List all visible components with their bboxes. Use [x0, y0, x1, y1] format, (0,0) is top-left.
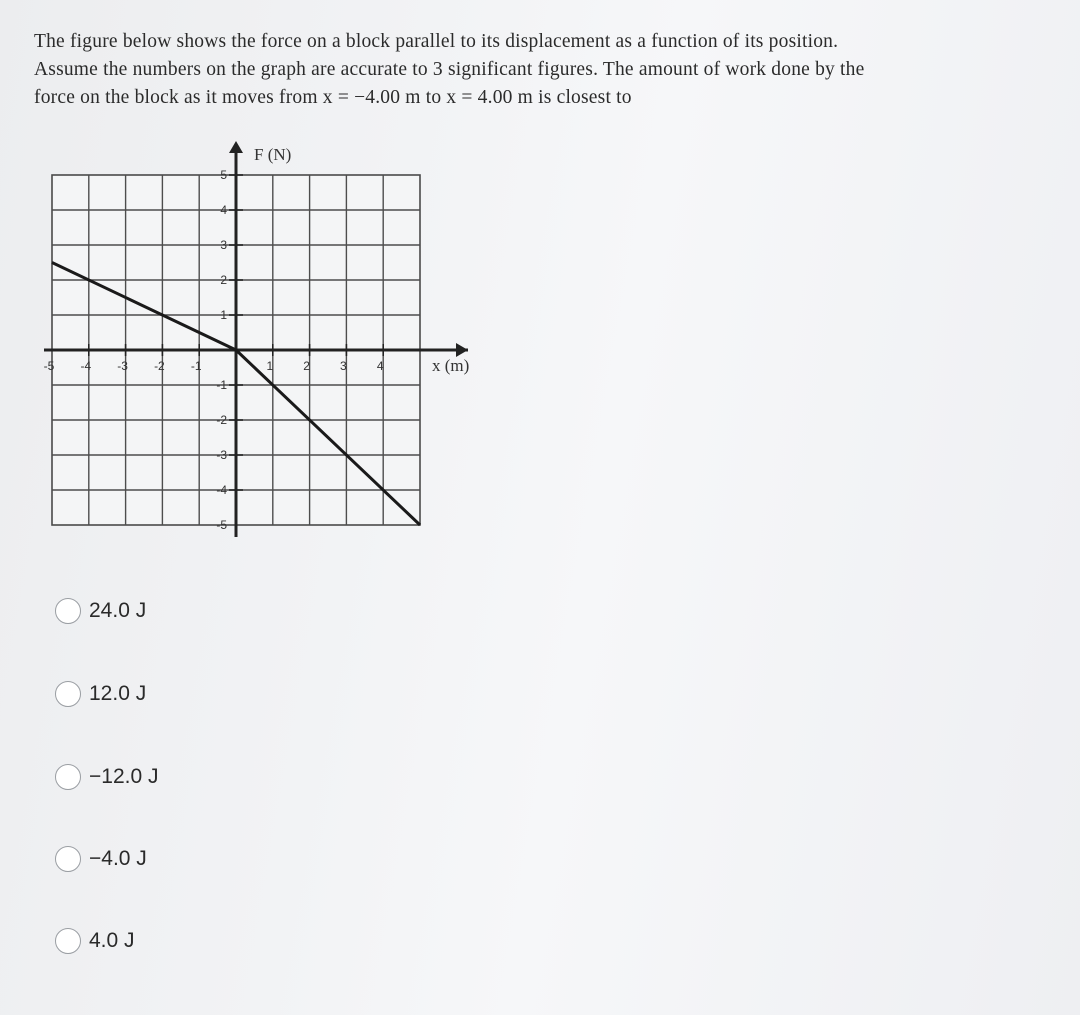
option-negative-4-joules[interactable] [55, 846, 147, 872]
y-tick-label: 3 [220, 238, 227, 252]
option-label: −12.0 J [89, 765, 159, 788]
x-axis-label: x (m) [432, 356, 470, 375]
option-negative-12-joules[interactable] [55, 764, 158, 790]
radio-button[interactable] [55, 846, 81, 872]
x-tick-label: -3 [117, 359, 128, 373]
option-4-joules[interactable] [55, 928, 135, 954]
x-tick-label: -4 [80, 359, 92, 373]
y-axis-label: F (N) [254, 145, 292, 164]
y-tick-label: -3 [216, 448, 227, 462]
y-tick-label: 2 [220, 273, 227, 287]
question-line-1: The figure below shows the force on a block parallel to its displacement as a function of its position. [34, 31, 839, 52]
y-tick-label: 4 [220, 203, 227, 217]
option-24-joules[interactable] [55, 598, 146, 624]
y-tick-label: -2 [216, 413, 227, 427]
y-axis-arrow-icon [229, 141, 243, 153]
option-label: −4.0 J [89, 847, 147, 870]
option-12-joules[interactable] [55, 681, 146, 707]
x-tick-label: 4 [376, 359, 384, 373]
graph-svg [30, 130, 470, 550]
radio-button[interactable] [55, 928, 81, 954]
y-tick-label: 5 [220, 168, 227, 182]
radio-button[interactable] [55, 681, 81, 707]
radio-button[interactable] [55, 598, 81, 624]
y-tick-label: 1 [220, 308, 227, 322]
force-position-graph [30, 130, 470, 550]
x-tick-label: 1 [266, 359, 274, 373]
option-label: 24.0 J [89, 599, 147, 622]
x-tick-label: -2 [154, 359, 165, 373]
x-tick-label: -5 [43, 359, 55, 373]
question-line-3: force on the block as it moves from x = −4.00 m to x = 4.00 m is closest to [34, 87, 632, 108]
x-tick-label: -1 [190, 359, 202, 373]
option-label: 4.0 J [89, 929, 135, 952]
option-label: 12.0 J [89, 682, 147, 705]
y-tick-label: -4 [216, 483, 227, 497]
x-tick-label: 3 [340, 359, 347, 373]
question-text [34, 28, 1064, 112]
y-tick-label: -5 [216, 518, 227, 532]
question-line-2: Assume the numbers on the graph are accurate to 3 significant figures. The amount of work done by the [34, 59, 865, 80]
x-tick-label: 2 [303, 359, 310, 373]
y-tick-label: -1 [216, 378, 227, 392]
x-axis-arrow-icon [456, 343, 468, 357]
radio-button[interactable] [55, 764, 81, 790]
